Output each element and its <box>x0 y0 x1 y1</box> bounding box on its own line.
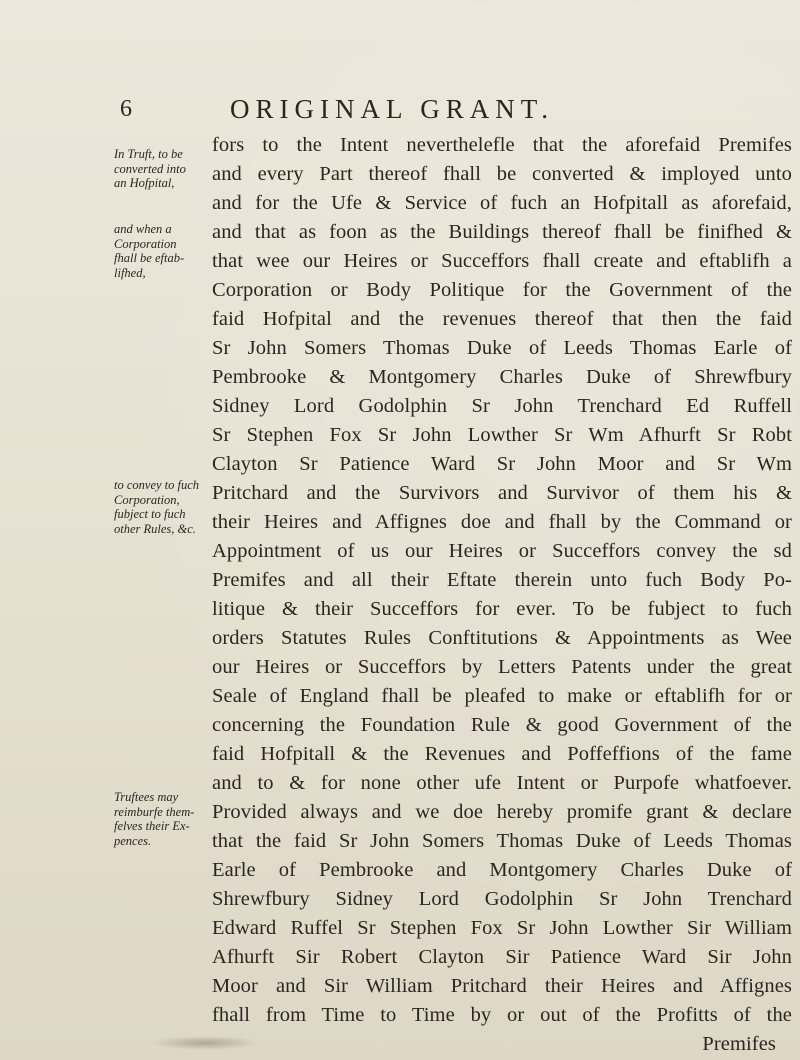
text-line: orders Statutes Rules Conftitutions & Appointments as Wee <box>212 627 792 649</box>
margin-note-line: Corporation, <box>114 492 180 507</box>
text-line: Clayton Sr Patience Ward Sr John Moor and Sr Wm <box>212 453 792 475</box>
text-line: Edward Ruffel Sr Stephen Fox Sr John Lowther Sir William <box>212 917 792 939</box>
text-line: and that as foon as the Buildings thereof fhall be finifhed & <box>212 221 792 243</box>
running-title: ORIGINAL GRANT. <box>230 94 554 124</box>
text-line: Provided always and we doe hereby promife grant & declare <box>212 801 792 823</box>
text-line: faid Hofpitall & the Revenues and Poffeffions of the fame <box>212 743 792 765</box>
margin-note-line: and when a <box>114 222 172 236</box>
text-line: Pembrooke & Montgomery Charles Duke of Shrewfbury <box>212 366 792 388</box>
margin-note-line: fubject to fuch <box>114 507 186 521</box>
text-line: Sidney Lord Godolphin Sr John Trenchard Ed Ruffell <box>212 395 792 417</box>
margin-note-line: to convey to fuch <box>114 478 200 492</box>
margin-note-line: converted into <box>114 161 186 176</box>
text-line: concerning the Foundation Rule & good Government of the <box>212 714 792 736</box>
text-line: Sr Stephen Fox Sr John Lowther Sr Wm Afhurft Sr Robt <box>212 424 792 446</box>
margin-note-line: pences. <box>114 833 152 848</box>
body-text <box>212 131 792 1059</box>
margin-note-trustees <box>114 790 214 848</box>
text-line: Earle of Pembrooke and Montgomery Charles Duke of <box>212 859 792 881</box>
text-line: fhall from Time to Time by or out of the Profitts of the <box>212 1004 792 1026</box>
catchword: Premifes <box>702 1033 776 1055</box>
margin-note-line: In Truft, to be <box>114 147 183 161</box>
text-line: our Heires or Succeffors by Letters Patents under the great <box>212 656 792 678</box>
text-line: Sr John Somers Thomas Duke of Leeds Thomas Earle of <box>212 337 792 359</box>
margin-note-line: an Hofpital, <box>114 176 175 190</box>
text-line: Shrewfbury Sidney Lord Godolphin Sr John Trenchard <box>212 888 792 910</box>
text-line: and every Part thereof fhall be converted & imployed unto <box>212 163 792 185</box>
margin-note-line: felves their Ex- <box>114 819 190 833</box>
text-line: fors to the Intent neverthelefle that the aforefaid Premifes <box>212 134 792 156</box>
text-line: faid Hofpital and the revenues thereof that then the faid <box>212 308 792 330</box>
margin-note-line: fhall be eftab- <box>114 251 185 265</box>
text-line: Appointment of us our Heires or Succeffors convey the sd <box>212 540 792 562</box>
text-line: that wee our Heires or Succeffors fhall create and eftablifh a <box>212 250 792 272</box>
margin-note-line: other Rules, &c. <box>114 521 196 536</box>
margin-note-line: Corporation <box>114 236 177 251</box>
text-line: Seale of England fhall be pleafed to make or eftablifh for or <box>212 685 792 707</box>
margin-note-hospital <box>114 147 214 191</box>
margin-note-line: Truftees may <box>114 790 179 804</box>
margin-note-line: reimburfe them- <box>114 804 195 819</box>
text-line: and to & for none other ufe Intent or Purpofe whatfoever. <box>212 772 792 794</box>
text-line: that the faid Sr John Somers Thomas Duke of Leeds Thomas <box>212 830 792 852</box>
text-line: Corporation or Body Politique for the Government of the <box>212 279 792 301</box>
text-line: Premifes and all their Eftate therein unto fuch Body Po- <box>212 569 792 591</box>
text-line: and for the Ufe & Service of fuch an Hofpitall as aforefaid, <box>212 192 792 214</box>
margin-note-corporation <box>114 222 214 280</box>
margin-note-convey <box>114 478 214 536</box>
text-line: Pritchard and the Survivors and Survivor of them his & <box>212 482 792 504</box>
text-line: litique & their Succeffors for ever. To be fubject to fuch <box>212 598 792 620</box>
text-line: their Heires and Affignes doe and fhall by the Command or <box>212 511 792 533</box>
page-number: 6 <box>120 96 132 122</box>
text-line: Afhurft Sir Robert Clayton Sir Patience Ward Sir John <box>212 946 792 968</box>
margin-note-line: lifhed, <box>114 265 146 280</box>
text-line: Moor and Sir William Pritchard their Heires and Affignes <box>212 975 792 997</box>
ink-smudge <box>150 1036 260 1050</box>
